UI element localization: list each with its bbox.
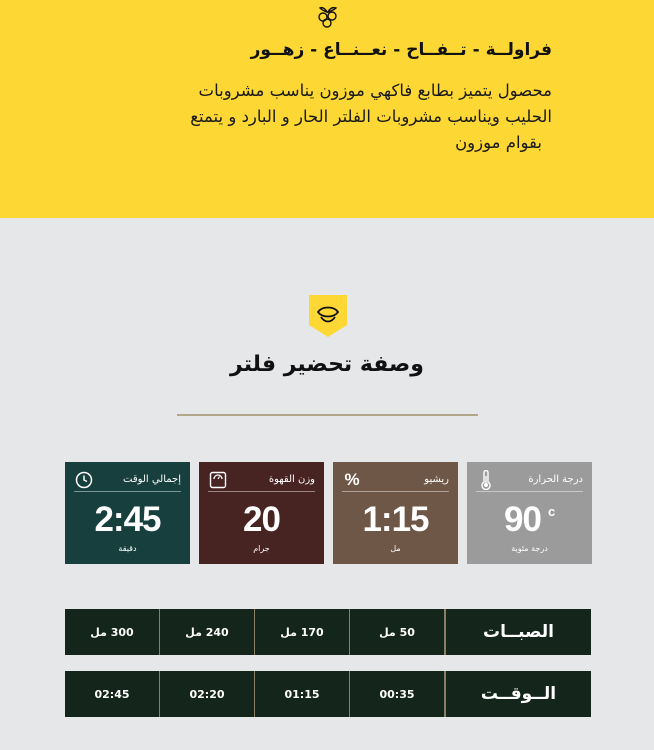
time-cell: 02:45 <box>65 671 160 717</box>
product-header <box>0 0 654 218</box>
filter-badge-icon <box>309 295 347 337</box>
pour-cell: 170 مل <box>255 609 350 655</box>
card-label: وزن القهوة <box>268 474 315 485</box>
time-cell: 00:35 <box>350 671 445 717</box>
time-cell: 02:20 <box>160 671 255 717</box>
description-line: الحليب ويناسب مشروبات الفلتر الحار و البارد و يتمتع <box>190 107 552 126</box>
pour-cell: 240 مل <box>160 609 255 655</box>
card-label: ريشيو <box>424 474 449 485</box>
pours-row <box>65 609 591 655</box>
card-unit: درجة مئوية <box>511 544 548 553</box>
card-label: إجمالي الوقت <box>123 474 181 485</box>
card-value: 2:45 <box>94 500 161 539</box>
pours-header: الصبــات <box>445 609 591 655</box>
card-label: درجة الحرارة <box>528 474 583 485</box>
pour-cell: 300 مل <box>65 609 160 655</box>
coffee-weight-card <box>199 462 324 564</box>
celsius-symbol: c <box>548 504 556 519</box>
scale-icon <box>208 470 228 490</box>
description-line: بقوام موزون <box>455 133 542 152</box>
tasting-notes: فراولــة - تــفــاح - نعــنــاع - زهــور <box>250 40 552 60</box>
card-value: 20 <box>243 500 280 539</box>
card-header <box>208 468 315 492</box>
card-header <box>476 468 583 492</box>
description-line: محصول يتميز بطابع فاكهي موزون يناسب مشروبات <box>198 81 552 100</box>
coffee-cherry-icon <box>314 2 342 30</box>
recipe-title: وصفة تحضير فلتر <box>230 352 424 377</box>
ratio-card <box>333 462 458 564</box>
total-time-card <box>65 462 190 564</box>
time-cell: 01:15 <box>255 671 350 717</box>
card-header <box>342 468 449 492</box>
card-unit: دقيقة <box>118 544 137 553</box>
clock-icon <box>74 470 94 490</box>
times-row <box>65 671 591 717</box>
card-unit: مل <box>390 544 401 553</box>
card-value: 1:15 <box>362 500 429 539</box>
temperature-card <box>467 462 592 564</box>
pour-cell: 50 مل <box>350 609 445 655</box>
thermometer-icon <box>476 470 496 490</box>
percent-icon: % <box>344 469 360 489</box>
card-unit: جرام <box>253 544 270 553</box>
card-header <box>74 468 181 492</box>
card-value: 90 <box>504 500 541 539</box>
times-header: الــوقــت <box>445 671 591 717</box>
title-divider <box>177 414 478 416</box>
product-description <box>100 78 552 156</box>
